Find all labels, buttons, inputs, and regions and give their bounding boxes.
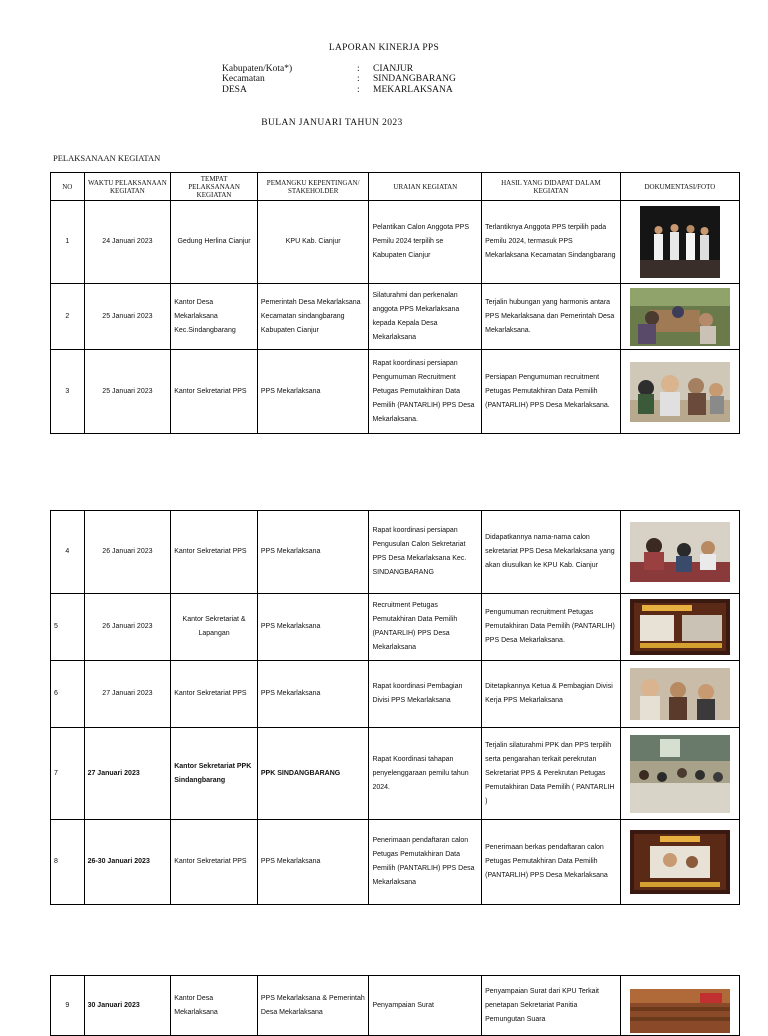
row-time: 25 Januari 2023 — [84, 284, 171, 350]
row-place: Kantor Desa Mekarlaksana Kec.Sindangbarang — [171, 284, 258, 350]
table-row — [51, 661, 740, 728]
table-row — [51, 201, 740, 284]
row-place: Kantor Desa Mekarlaksana — [171, 976, 258, 1036]
meta-row-kabupaten: Kabupaten/Kota*) : CIANJUR — [222, 64, 414, 74]
photo-secretariat-meeting-image — [630, 522, 730, 582]
table-row — [51, 820, 740, 905]
row-result: Penerimaan berkas pendaftaran calon Petugas Pemutakhiran Data Pemilih (PANTARLIH) PPS Desa Mekarlaksana — [482, 820, 621, 905]
row-description: Rapat koordinasi persiapan Pengusulan Calon Sekretariat PPS Desa Mekarlaksana Kec. SINDANGBARANG — [369, 511, 482, 594]
row-result: Terjalin hubungan yang harmonis antara PPS Mekarlaksana dan Pemerintah Desa Mekarlaksana. — [482, 284, 621, 350]
row-photo — [620, 594, 739, 661]
row-result: Persiapan Pengumuman recruitment Petugas Pemutakhiran Data Pemilih (PANTARLIH) PPS Desa Mekarlaksana. — [482, 350, 621, 434]
row-place: Kantor Sekretariat PPS — [171, 661, 258, 728]
section-heading: PELAKSANAAN KEGIATAN — [53, 153, 161, 163]
row-place: Kantor Sekretariat PPS — [171, 350, 258, 434]
table-row — [51, 976, 740, 1036]
row-stakeholder: PPS Mekarlaksana — [257, 820, 369, 905]
report-title: LAPORAN KINERJA PPS — [328, 43, 440, 53]
report-period: BULAN JANUARI TAHUN 2023 — [261, 118, 403, 128]
row-place: Gedung Herlina Cianjur — [171, 201, 258, 284]
row-no: 1 — [51, 201, 85, 284]
row-stakeholder: PPS Mekarlaksana & Pemerintah Desa Mekarlaksana — [257, 976, 369, 1036]
row-description: Rapat koordinasi persiapan Pengumuman Recruitment Petugas Pemutakhiran Data Pemilih (PANTARLIH) PPS Desa Mekarlaksana. — [369, 350, 482, 434]
row-stakeholder: PPS Mekarlaksana — [257, 511, 369, 594]
photo-ppk-meeting-image — [630, 735, 730, 813]
row-place: Kantor Sekretariat & Lapangan — [171, 594, 258, 661]
activity-table-part-1 — [50, 172, 740, 434]
row-stakeholder: PPS Mekarlaksana — [257, 661, 369, 728]
table-row — [51, 284, 740, 350]
row-photo — [620, 661, 739, 728]
col-header-stakeholder: PEMANGKU KEPENTINGAN/ STAKEHOLDER — [257, 173, 369, 201]
col-header-description: URAIAN KEGIATAN — [369, 173, 482, 201]
photo-division-meeting-image — [630, 668, 730, 720]
photo-letter-delivery-image — [630, 989, 730, 1033]
col-header-place: TEMPAT PELAKSANAAN KEGIATAN — [171, 173, 258, 201]
col-header-documentation: DOKUMENTASI/FOTO — [620, 173, 739, 201]
row-result: Terlantiknya Anggota PPS terpilih pada Pemilu 2024, termasuk PPS Mekarlaksana Kecamatan Sindangbarang — [482, 201, 621, 284]
row-photo — [620, 284, 739, 350]
row-result: Penyampaian Surat dari KPU Terkait penetapan Sekretariat Panitia Pemungutan Suara — [482, 976, 621, 1036]
meta-row-desa: DESA : MEKARLAKSANA — [222, 85, 453, 95]
row-place: Kantor Sekretariat PPS — [171, 820, 258, 905]
row-result: Pengumuman recruitment Petugas Pemutakhiran Data Pemilih (PANTARLIH) PPS Desa Mekarlaksana. — [482, 594, 621, 661]
row-time: 26 Januari 2023 — [84, 511, 171, 594]
table-header-row — [51, 173, 740, 201]
table-row — [51, 511, 740, 594]
row-result: Ditetapkannya Ketua & Pembagian Divisi Kerja PPS Mekarlaksana — [482, 661, 621, 728]
activity-table-part-2 — [50, 510, 740, 905]
row-description: Penyampaian Surat — [369, 976, 482, 1036]
row-no: 6 — [51, 661, 85, 728]
row-place: Kantor Sekretariat PPS — [171, 511, 258, 594]
row-time: 27 Januari 2023 — [84, 661, 171, 728]
col-header-no: NO — [51, 173, 85, 201]
photo-recruitment-poster-image — [630, 599, 730, 655]
row-description: Silaturahmi dan perkenalan anggota PPS Mekarlaksana kepada Kepala Desa Mekarlaksana — [369, 284, 482, 350]
row-no: 3 — [51, 350, 85, 434]
table-row — [51, 728, 740, 820]
row-time: 25 Januari 2023 — [84, 350, 171, 434]
photo-registration-poster-image — [630, 830, 730, 894]
meta-row-kecamatan: Kecamatan : SINDANGBARANG — [222, 74, 456, 84]
row-result: Terjalin silaturahmi PPK dan PPS terpilih serta pengarahan terkait perekrutan Sekretariat PPS & Perekrutan Petugas Pemutakhiran Data Pemilih ( PANTARLIH ) — [482, 728, 621, 820]
row-description: Pelantikan Calon Anggota PPS Pemilu 2024 terpilih se Kabupaten Cianjur — [369, 201, 482, 284]
row-no: 7 — [51, 728, 85, 820]
row-place: Kantor Sekretariat PPK Sindangbarang — [171, 728, 258, 820]
row-photo — [620, 728, 739, 820]
row-stakeholder: Pemerintah Desa Mekarlaksana Kecamatan sindangbarang Kabupaten Cianjur — [257, 284, 369, 350]
row-description: Penerimaan pendaftaran calon Petugas Pemutakhiran Data Pemilih (PANTARLIH) PPS Desa Mekarlaksana — [369, 820, 482, 905]
row-time: 27 Januari 2023 — [84, 728, 171, 820]
row-photo — [620, 350, 739, 434]
photo-meeting-village-image — [630, 288, 730, 346]
row-time: 26-30 Januari 2023 — [84, 820, 171, 905]
row-stakeholder: PPS Mekarlaksana — [257, 350, 369, 434]
photo-inauguration-image — [640, 206, 720, 278]
row-no: 8 — [51, 820, 85, 905]
row-photo — [620, 201, 739, 284]
row-photo — [620, 976, 739, 1036]
row-no: 9 — [51, 976, 85, 1036]
row-description: Recruitment Petugas Pemutakhiran Data Pemilih (PANTARLIH) PPS Desa Mekarlaksana — [369, 594, 482, 661]
row-time: 30 Januari 2023 — [84, 976, 171, 1036]
row-no: 2 — [51, 284, 85, 350]
row-no: 4 — [51, 511, 85, 594]
row-result: Didapatkannya nama-nama calon sekretariat PPS Desa Mekarlaksana yang akan diusulkan ke KPU Kab. Cianjur — [482, 511, 621, 594]
row-photo — [620, 511, 739, 594]
row-description: Rapat koordinasi Pembagian Divisi PPS Mekarlaksana — [369, 661, 482, 728]
row-no: 5 — [51, 594, 85, 661]
row-stakeholder: PPK SINDANGBARANG — [257, 728, 369, 820]
photo-coordination-meeting-image — [630, 362, 730, 422]
row-stakeholder: PPS Mekarlaksana — [257, 594, 369, 661]
row-stakeholder: KPU Kab. Cianjur — [257, 201, 369, 284]
col-header-time: WAKTU PELAKSANAAN KEGIATAN — [84, 173, 171, 201]
row-photo — [620, 820, 739, 905]
row-time: 24 Januari 2023 — [84, 201, 171, 284]
row-description: Rapat Koordinasi tahapan penyelenggaraan pemilu tahun 2024. — [369, 728, 482, 820]
row-time: 26 Januari 2023 — [84, 594, 171, 661]
table-row — [51, 350, 740, 434]
activity-table-part-3 — [50, 975, 740, 1036]
col-header-result: HASIL YANG DIDAPAT DALAM KEGIATAN — [482, 173, 621, 201]
table-row — [51, 594, 740, 661]
